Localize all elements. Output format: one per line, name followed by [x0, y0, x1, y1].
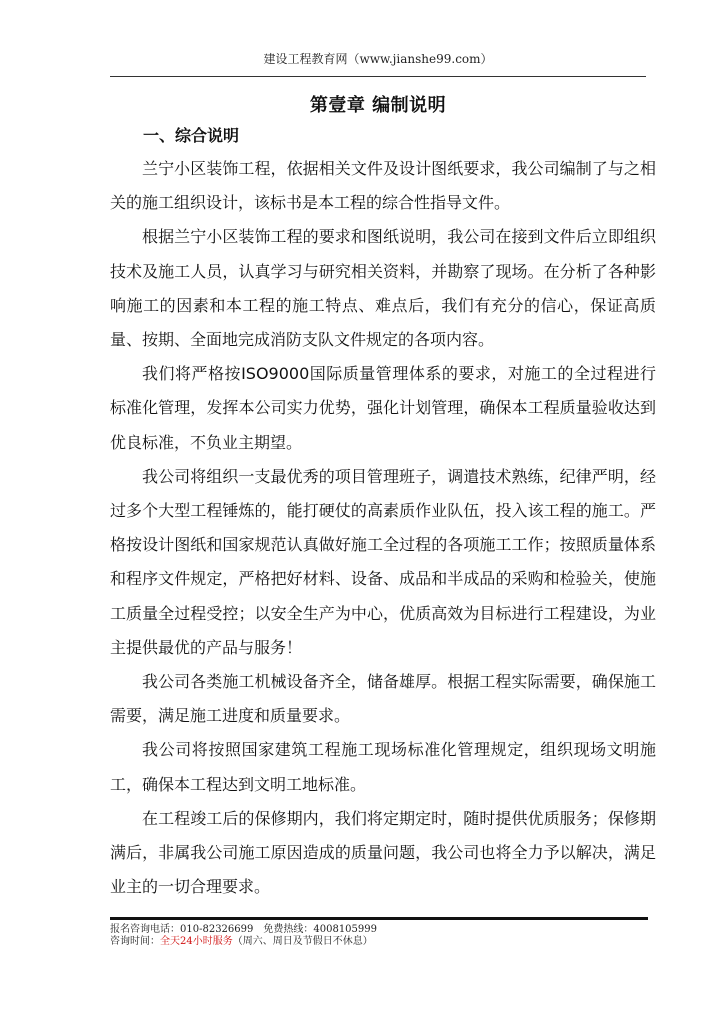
page-footer — [110, 924, 377, 948]
hotline-label: 免费热线： — [263, 924, 314, 935]
paragraph: 兰宁小区装饰工程，依据相关文件及设计图纸要求，我公司编制了与之相关的施工组织设计，该标书是本工程的综合性指导文件。 — [110, 159, 656, 213]
paragraph: 根据兰宁小区装饰工程的要求和图纸说明，我公司在接到文件后立即组织技术及施工人员，认真学习与研究相关资料，并勘察了现场。在分析了各种影响施工的因素和本工程的施工特点、难点后，我们有充分的信心，保证高质量、按期、全面地完成消防支队文件规定的各项内容。 — [110, 227, 656, 350]
page-header: 建设工程教育网（www.jianshe99.com） — [263, 52, 493, 66]
paragraph: 在工程竣工后的保修期内，我们将定期定时，随时提供优质服务；保修期满后，非属我公司施工原因造成的质量问题，我公司也将全力予以解决，满足业主的一切合理要求。 — [110, 808, 656, 897]
section-heading: 一、综合说明 — [143, 126, 240, 145]
phone-label: 报名咨询电话： — [110, 924, 180, 935]
body-text — [110, 152, 656, 904]
hours-label: 咨询时间： — [110, 936, 160, 947]
phone-number: 010-82326699 — [180, 924, 254, 935]
paragraph: 我们将严格按ISO9000国际质量管理体系的要求，对施工的全过程进行标准化管理，发挥本公司实力优势，强化计划管理，确保本工程质量验收达到优良标准，不负业主期望。 — [110, 364, 656, 452]
hotline-number: 4008105999 — [313, 924, 377, 935]
footer-divider — [110, 917, 648, 920]
footer-hours-line — [110, 936, 377, 948]
paragraph: 我公司将组织一支最优秀的项目管理班子，调遣技术熟练，纪律严明，经过多个大型工程锤炼的，能打硬仗的高素质作业队伍，投入该工程的施工。严格按设计图纸和国家规范认真做好施工全过程的各项施工工作；按照质量体系和程序文件规定，严格把好材料、设备、成品和半成品的采购和检验关，使施工质量全过程受控；以安全生产为中心，优质高效为目标进行工程建设，为业主提供最优的产品与服务！ — [110, 466, 656, 657]
hours-note: （周六、周日及节假日不休息） — [232, 936, 373, 947]
header-divider — [110, 76, 646, 77]
paragraph: 我公司各类施工机械设备齐全，储备雄厚。根据工程实际需要，确保施工需要，满足施工进度和质量要求。 — [110, 672, 656, 726]
hours-highlight: 全天24小时服务 — [160, 936, 233, 947]
footer-contact-line — [110, 924, 377, 936]
paragraph: 我公司将按照国家建筑工程施工现场标准化管理规定，组织现场文明施工，确保本工程达到文明工地标准。 — [110, 740, 656, 794]
chapter-title: 第壹章 编制说明 — [309, 95, 447, 116]
